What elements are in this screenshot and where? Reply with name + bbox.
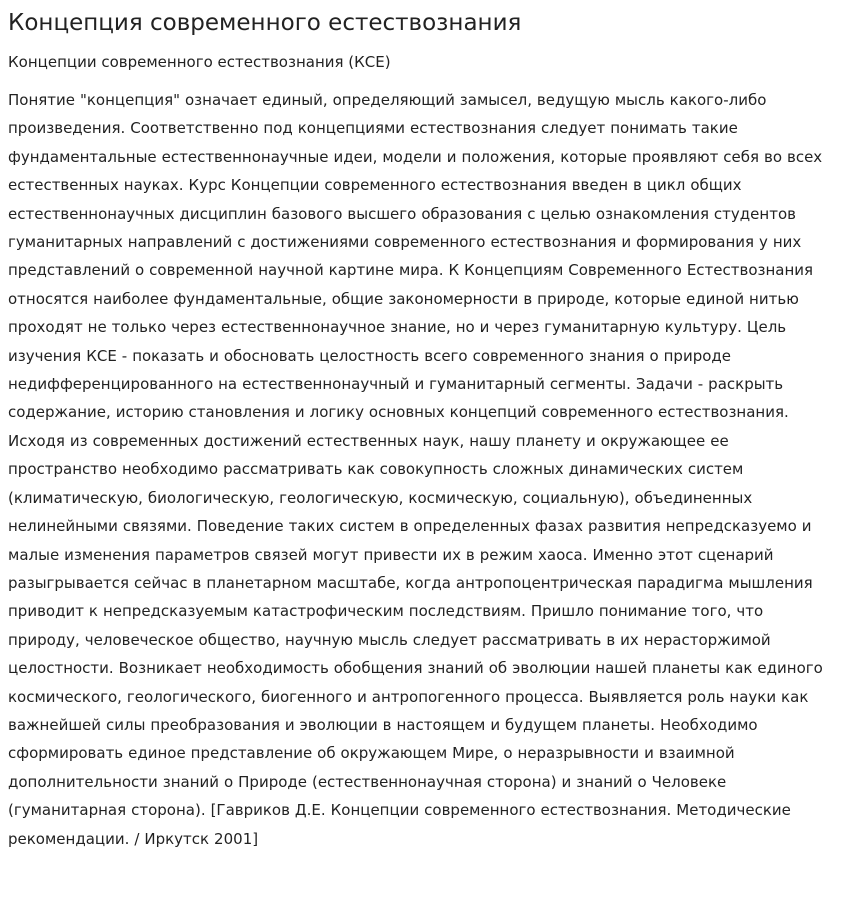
article-subtitle: Концепции современного естествознания (КСЕ) [8, 53, 391, 71]
article-body: Понятие "концепция" означает единый, определяющий замысел, ведущую мысль какого-либо произведения. Соответственно под концепциями естествознания следует понимать такие фундаментальные естественнонаучные идеи, модели и положения, которые проявляют себя во всех естественных науках. Курс Концепции современного естествознания введен в цикл общих естественнонаучных дисциплин базового высшего образования с целью ознакомления студентов гуманитарных направлений с достижениями современного естествознания и формирования у них представлений о современной научной картине мира. К Концепциям Современного Естествознания относятся наиболее фундаментальные, общие закономерности в природе, которые единой нитью проходят не только через естественнонаучное знание, но и через гуманитарную культуру. Цель изучения КСЕ - показать и обосновать целостность всего современного знания о природе недифференцированного на естественнонаучный и гуманитарный сегменты. Задачи - раскрыть содержание, историю становления и логику основных концепций современного естествознания. Исходя из современных достижений естественных наук, нашу планету и окружающее ее пространство необходимо рассматривать как совокупность сложных динамических систем (климатическую, биологическую, геологическую, космическую, социальную), объединенных нелинейными связями. Поведение таких систем в определенных фазах развития непредсказуемо и малые изменения параметров связей могут привести их в режим хаоса. Именно этот сценарий разыгрывается сейчас в планетарном масштабе, когда антропоцентрическая парадигма мышления приводит к непредсказуемым катастрофическим последствиям. Пришло понимание того, что природу, человеческое общество, научную мысль следует рассматривать в их нерасторжимой целостности. Возникает необходимость обобщения знаний об эволюции нашей планеты как единого космического, геологического, биогенного и антропогенного процесса. Выявляется роль науки как важнейшей силы преобразования и эволюции в настоящем и будущем планеты. Необходимо сформировать единое представление об окружающем Мире, о неразрывности и взаимной дополнительности знаний о Природе (естественнонаучная сторона) и знаний о Человеке (гуманитарная сторона). [Гавриков Д.Е. Концепции современного естествознания. Методические рекомендации. / Иркутск 2001] [8, 91, 823, 848]
page-title: Концепция современного естествознания [8, 10, 522, 36]
